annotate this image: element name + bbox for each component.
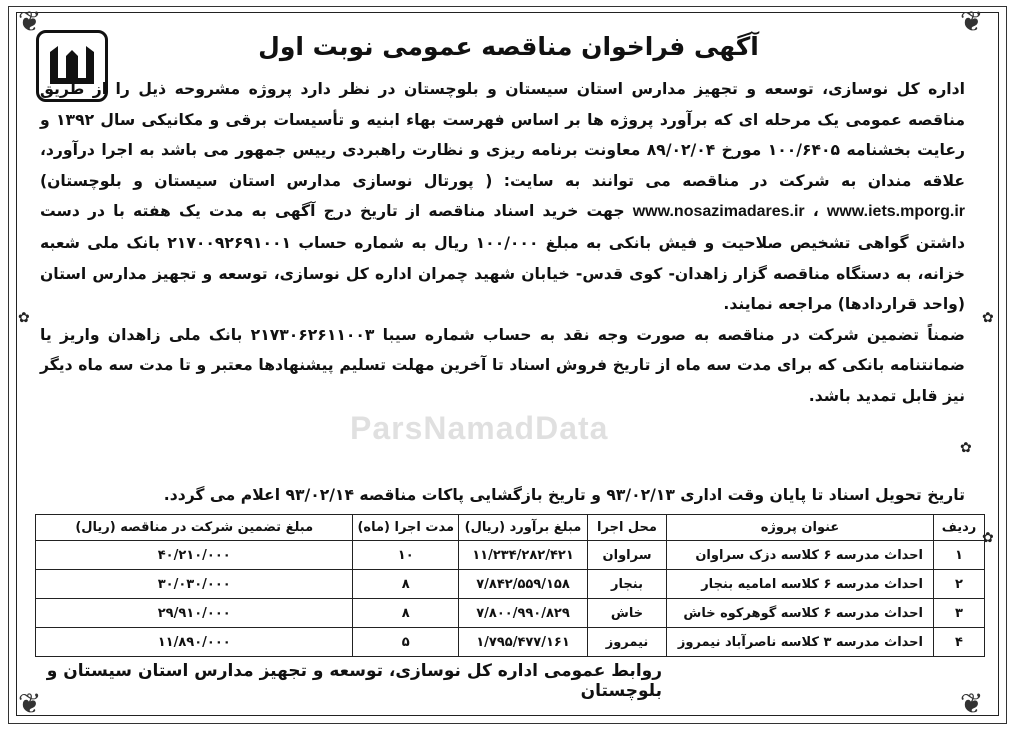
project-title: احداث مدرسه ۳ کلاسه ناصرآباد نیمروز [667,628,934,657]
flower-bullet-icon: ✿ [18,310,30,326]
column-header: ردیف [934,515,985,541]
table-header-row [36,515,985,541]
floral-ornament-icon: ❦ [18,687,42,720]
project-location: بنجار [588,570,667,599]
row-number: ۱ [934,541,985,570]
url-separator: ، [804,202,827,221]
column-header: مبلغ تضمین شرکت در مناقصه (ریال) [36,515,353,541]
estimated-amount: ۷/۸۴۲/۵۵۹/۱۵۸ [459,570,588,599]
guarantee-amount: ۱۱/۸۹۰/۰۰۰ [36,628,353,657]
website-link[interactable]: www.iets.mporg.ir [826,203,965,221]
watermark: ParsNamadData [350,410,609,446]
project-location: سراوان [588,541,667,570]
project-title: احداث مدرسه ۶ کلاسه دزک سراوان [667,541,934,570]
estimated-amount: ۷/۸۰۰/۹۹۰/۸۲۹ [459,599,588,628]
notice-body [40,74,965,412]
project-title: احداث مدرسه ۶ کلاسه گوهرکوه خاش [667,599,934,628]
duration-months: ۸ [353,599,459,628]
floral-ornament-icon: ❦ [960,5,984,38]
project-location: نیمروز [588,628,667,657]
flower-bullet-icon: ✿ [960,440,972,456]
column-header: محل اجرا [588,515,667,541]
flower-bullet-icon: ✿ [982,310,994,326]
table-row [36,599,985,628]
flower-bullet-icon: ✿ [982,530,994,546]
paragraph-text: جهت خرید اسناد مناقصه از تاریخ درج آگهی به مدت یک هفته با در دست داشتن گواهی تشخیص صلاحیت و فیش بانکی به مبلغ ۱۰۰/۰۰۰ ریال به شماره حساب ۲۱۷۰۰۹۲۶۹۱۰۰۱ بانک ملی شعبه خزانه، به دستگاه مناقصه گزار زاهدان- کوی قدس- خیابان شهید چمران اداره کل نوسازی، توسعه و تجهیز مدارس استان (واحد قراردادها) مراجعه نمایند. [40,202,965,314]
floral-ornament-icon: ❦ [18,5,42,38]
guarantee-amount: ۲۹/۹۱۰/۰۰۰ [36,599,353,628]
notice-title: آگهی فراخوان مناقصه عمومی نوبت اول [258,32,759,61]
duration-months: ۸ [353,570,459,599]
row-number: ۴ [934,628,985,657]
column-header: مدت اجرا (ماه) [353,515,459,541]
footer-signature: روابط عمومی اداره کل نوسازی، توسعه و تجهیز مدارس استان سیستان و بلوچستان [46,661,662,701]
estimated-amount: ۱/۷۹۵/۴۷۷/۱۶۱ [459,628,588,657]
guarantee-paragraph: ضمناً تضمین شرکت در مناقصه به صورت وجه نقد به حساب شماره سیبا ۲۱۷۳۰۶۲۶۱۱۰۰۳ بانک ملی زاهدان واریز یا ضمانتنامه بانکی که برای مدت سه ماه از تاریخ فروش اسناد تا آخرین مهلت تسلیم پیشنهادها معتبر و تا مدت سه ماه دیگر نیز قابل تمدید باشد. [40,325,965,405]
table-row [36,570,985,599]
floral-ornament-icon: ❦ [960,687,984,720]
project-title: احداث مدرسه ۶ کلاسه امامیه بنجار [667,570,934,599]
paragraph-text: اداره کل نوسازی، توسعه و تجهیز مدارس استان سیستان و بلوچستان در نظر دارد پروژه مشروحه ذیل را از طریق مناقصه عمومی یک مرحله ای که برآورد پروژه ها بر اساس فهرست بهاء ابنیه و تأسیسات برقی و مکانیکی سال ۱۳۹۲ و رعایت بخشنامه ۱۰۰/۶۴۰۵ مورخ ۸۹/۰۲/۰۴ معاونت برنامه ریزی و نظارت راهبردی رییس جمهور می باشد به اجرا درآورد، علاقه مندان به شرکت در مناقصه می توانند به سایت: ( پورتال نوسازی مدارس استان سیستان و بلوچستان) [40,80,965,190]
table-row [36,541,985,570]
dates-line: تاریخ تحویل اسناد تا پایان وقت اداری ۹۳/۰۲/۱۳ و تاریخ بازگشایی پاکات مناقصه ۹۳/۰۲/۱۴ اعلام می گردد. [163,486,965,504]
estimated-amount: ۱۱/۲۳۴/۲۸۲/۴۲۱ [459,541,588,570]
duration-months: ۱۰ [353,541,459,570]
column-header: مبلغ برآورد (ریال) [459,515,588,541]
notice-paragraph [40,74,965,320]
website-link[interactable]: www.nosazimadares.ir [632,203,805,221]
column-header: عنوان پروژه [667,515,934,541]
projects-table [35,514,985,657]
guarantee-amount: ۴۰/۲۱۰/۰۰۰ [36,541,353,570]
project-location: خاش [588,599,667,628]
row-number: ۳ [934,599,985,628]
row-number: ۲ [934,570,985,599]
table-row [36,628,985,657]
guarantee-amount: ۳۰/۰۳۰/۰۰۰ [36,570,353,599]
duration-months: ۵ [353,628,459,657]
